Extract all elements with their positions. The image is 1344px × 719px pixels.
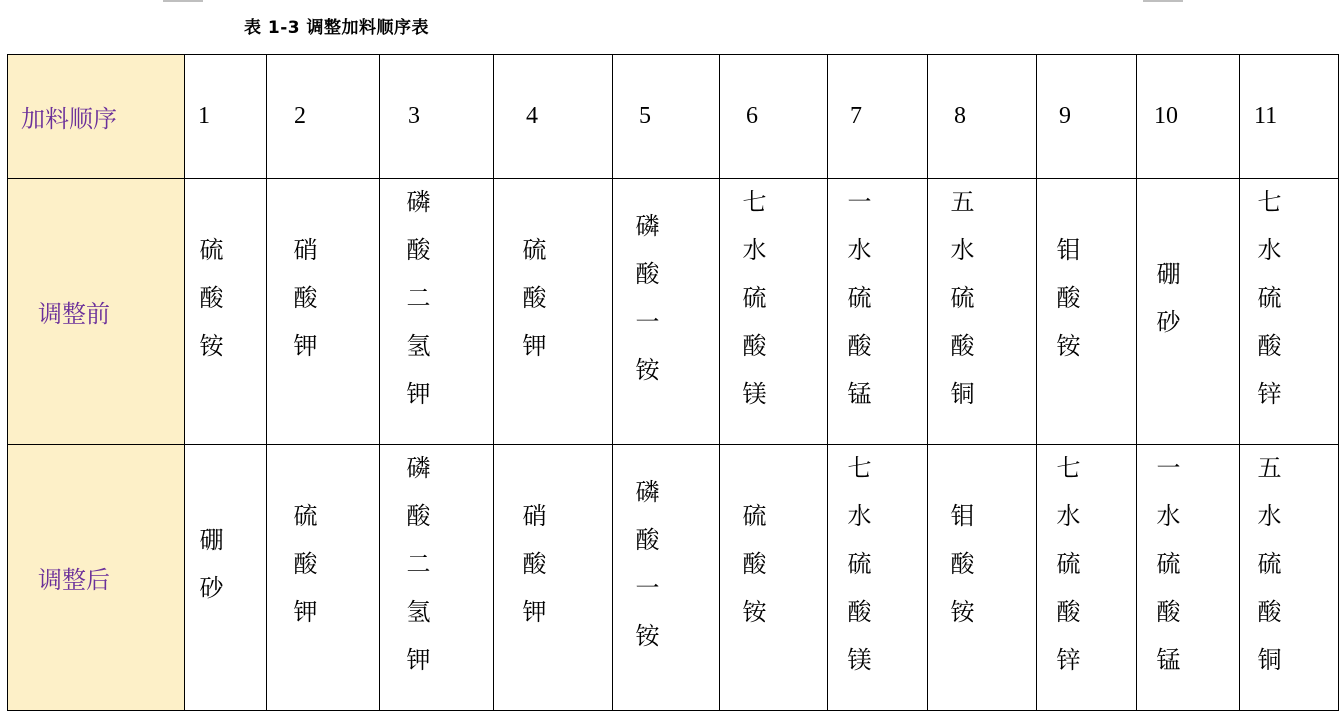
after-cell [380,445,494,711]
order-number: 11 [1254,103,1278,129]
order-cell [1037,55,1137,179]
order-number: 2 [294,103,306,129]
order-cell [720,55,828,179]
before-fertilizer: 钼酸铵 [1052,236,1080,381]
after-fertilizer: 磷酸二氢钾 [402,454,430,695]
before-fertilizer: 磷酸一铵 [631,212,659,405]
after-row [8,445,1339,711]
header-before-cell [8,179,185,445]
after-cell [828,445,928,711]
before-cell [613,179,720,445]
order-cell [494,55,613,179]
before-cell [928,179,1037,445]
header-after-cell [8,445,185,711]
after-fertilizer: 钼酸铵 [946,502,974,647]
after-fertilizer: 五水硫酸铜 [1253,454,1281,695]
order-cell [267,55,380,179]
before-cell [185,179,267,445]
before-fertilizer: 五水硫酸铜 [946,188,974,429]
after-cell [1240,445,1339,711]
order-cell [1137,55,1240,179]
order-number: 4 [526,103,538,129]
order-number: 9 [1059,103,1071,129]
before-fertilizer: 硝酸钾 [289,236,317,381]
order-number: 1 [198,103,210,129]
order-row [8,55,1339,179]
before-cell [1240,179,1339,445]
header-order-cell [8,55,185,179]
after-cell [267,445,380,711]
before-fertilizer: 硫酸钾 [518,236,546,381]
before-cell [828,179,928,445]
after-fertilizer: 一水硫酸锰 [1152,454,1180,695]
before-cell [267,179,380,445]
order-number: 5 [639,103,651,129]
order-number: 8 [954,103,966,129]
after-cell [720,445,828,711]
before-fertilizer: 磷酸二氢钾 [402,188,430,429]
after-cell [494,445,613,711]
table-caption: 表 1-3 调整加料顺序表 [244,18,430,38]
before-row [8,179,1339,445]
order-number: 3 [408,103,420,129]
order-number: 6 [746,103,758,129]
before-fertilizer: 七水硫酸镁 [738,188,766,429]
after-cell [928,445,1037,711]
before-cell [1137,179,1240,445]
after-cell [1137,445,1240,711]
top-rule-right [1143,0,1183,2]
after-fertilizer: 硼砂 [195,526,223,623]
before-cell [380,179,494,445]
header-before: 调整前 [38,300,110,328]
order-cell [1240,55,1339,179]
after-fertilizer: 硫酸铵 [738,502,766,647]
before-fertilizer: 硼砂 [1152,260,1180,357]
top-rule-left [163,0,203,2]
before-fertilizer: 硫酸铵 [195,236,223,381]
after-fertilizer: 磷酸一铵 [631,478,659,671]
order-number: 7 [850,103,862,129]
before-cell [720,179,828,445]
after-fertilizer: 硝酸钾 [518,502,546,647]
before-fertilizer: 一水硫酸锰 [843,188,871,429]
after-fertilizer: 硫酸钾 [289,502,317,647]
after-fertilizer: 七水硫酸镁 [843,454,871,695]
after-cell [185,445,267,711]
order-cell [828,55,928,179]
before-cell [1037,179,1137,445]
after-cell [1037,445,1137,711]
order-cell [928,55,1037,179]
feeding-order-table [7,54,1339,711]
after-cell [613,445,720,711]
order-cell [613,55,720,179]
order-cell [185,55,267,179]
header-after: 调整后 [38,566,110,594]
before-cell [494,179,613,445]
after-fertilizer: 七水硫酸锌 [1052,454,1080,695]
before-fertilizer: 七水硫酸锌 [1253,188,1281,429]
order-number: 10 [1154,103,1178,129]
order-cell [380,55,494,179]
header-order: 加料顺序 [21,105,117,133]
